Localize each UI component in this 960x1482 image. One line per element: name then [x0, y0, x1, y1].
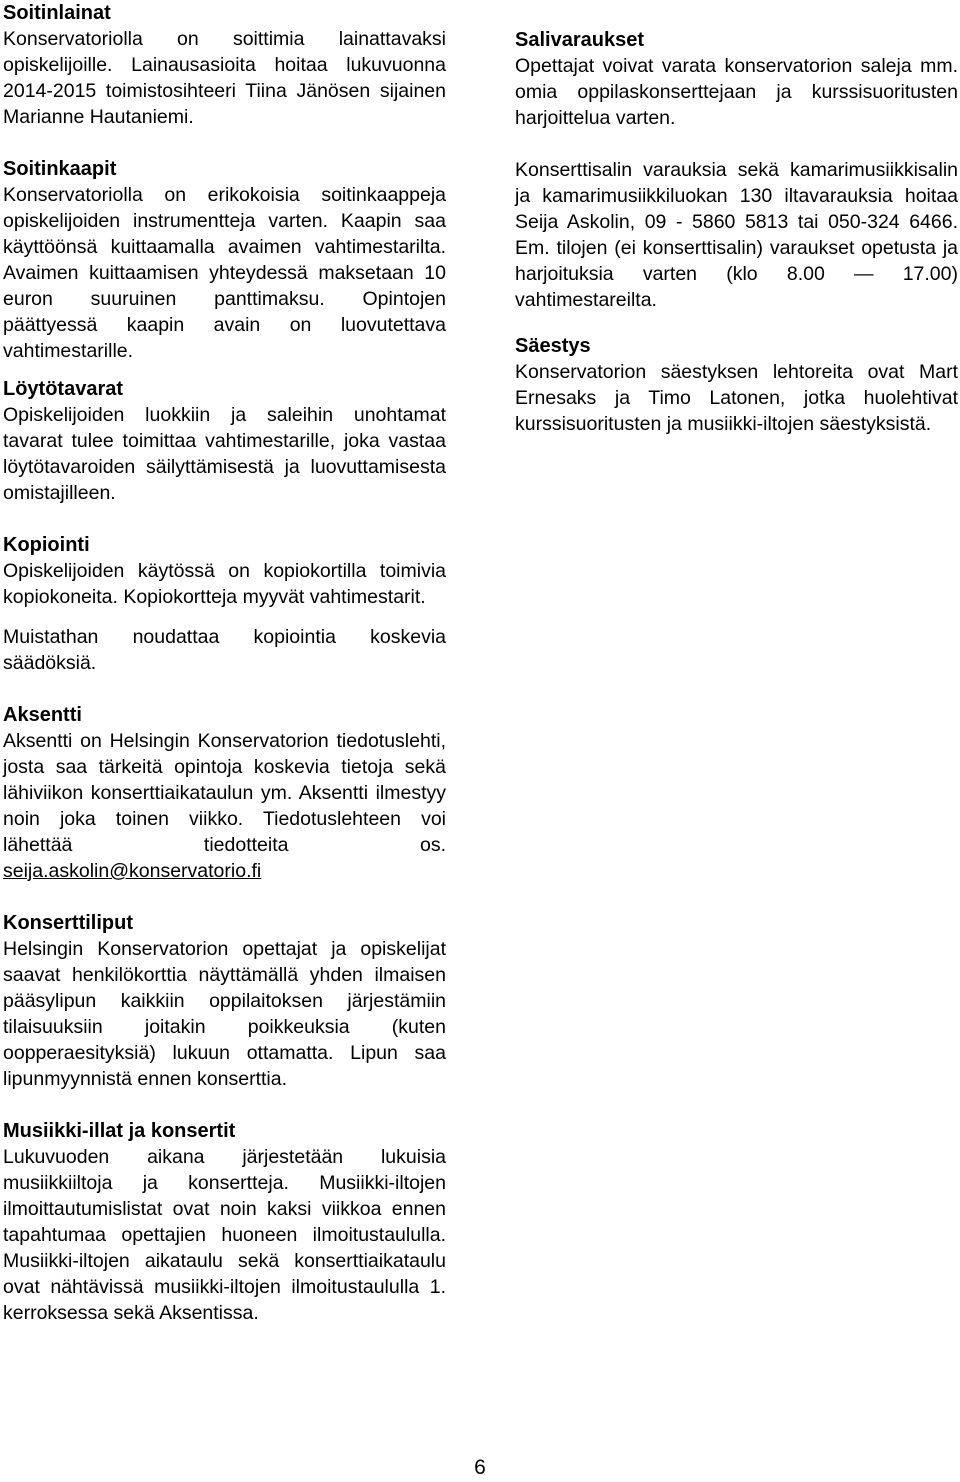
section-loytotavarat — [3, 376, 446, 506]
section-saestys — [515, 333, 958, 437]
section-salivaraukset — [515, 27, 958, 313]
right-column — [515, 27, 958, 437]
aksentti-text: Aksentti on Helsingin Konservatorion tiedotuslehti, josta saa tärkeitä opintoja koskevia tietoja sekä lähiviikon konserttiaikataulun ym. Aksentti ilmestyy noin joka toinen viikko. Tiedotuslehteen voi lähettää tiedotteita os. — [3, 730, 446, 856]
heading-soitinlainat: Soitinlainat — [3, 2, 111, 24]
heading-soitinkaapit: Soitinkaapit — [3, 158, 117, 180]
heading-salivaraukset: Salivaraukset — [515, 29, 644, 51]
heading-musiikki-illat: Musiikki-illat ja konsertit — [3, 1120, 236, 1142]
heading-konserttiliput: Konserttiliput — [3, 912, 133, 934]
section-soitinkaapit — [3, 156, 446, 364]
page-number: 6 — [474, 1456, 486, 1479]
paragraph-saestys: Konservatorion säestyksen lehtoreita ovat Mart Ernesaks ja Timo Latonen, jotka huolehtivat kurssisuoritusten ja musiikki-iltojen säestyksistä. — [515, 361, 958, 435]
paragraph-loytotavarat: Opiskelijoiden luokkiin ja saleihin unohtamat tavarat tulee toimittaa vahtimestarille, joka vastaa löytötavaroiden säilyttämisestä ja luovuttamisesta omistajilleen. — [3, 404, 446, 504]
paragraph-salivaraukset-2: Konserttisalin varauksia sekä kamarimusiikkisalin ja kamarimusiikkiluokan 130 iltavarauksia hoitaa Seija Askolin, 09 - 5860 5813 tai 050-324 6466. Em. tilojen (ei konserttisalin) varaukset opetusta ja harjoituksia varten (klo 8.00 — 17.00) vahtimestareilta. — [515, 159, 958, 311]
paragraph-salivaraukset: Opettajat voivat varata konservatorion saleja mm. omia oppilaskonserttejaan ja kurssisuoritusten harjoittelua varten. — [515, 55, 958, 129]
section-soitinlainat — [3, 0, 446, 130]
paragraph-konserttiliput: Helsingin Konservatorion opettajat ja opiskelijat saavat henkilökorttia näyttämällä yhden ilmaisen pääsylipun kaikkiin oppilaitoksen järjestämiin tilaisuuksiin joitakin poikkeuksia (kuten oopperaesityksiä) lukuun ottamatta. Lipun saa lipunmyynnistä ennen konserttia. — [3, 938, 446, 1090]
section-musiikki-illat — [3, 1118, 446, 1326]
paragraph-kopiointi-note: Muistathan noudattaa kopiointia koskevia säädöksiä. — [3, 626, 446, 674]
paragraph-soitinlainat: Konservatoriolla on soittimia lainattavaksi opiskelijoille. Lainausasioita hoitaa lukuvuonna 2014-2015 toimistosihteeri Tiina Jänösen sijainen Marianne Hautaniemi. — [3, 28, 446, 128]
paragraph-musiikki-illat: Lukuvuoden aikana järjestetään lukuisia musiikkiiltoja ja konsertteja. Musiikki-iltojen ilmoittautumislistat ovat noin kaksi viikkoa ennen tapahtumaa opettajien huoneen ilmoitustaululla. Musiikki-iltojen aikataulu sekä konserttiaikataulu ovat nähtävissä musiikki-iltojen ilmoitustaululla 1. kerroksessa sekä Aksentissa. — [3, 1146, 446, 1324]
section-aksentti — [3, 702, 446, 884]
paragraph-soitinkaapit: Konservatoriolla on erikokoisia soitinkaappeja opiskelijoiden instrumentteja varten. Kaapin saa käyttöönsä kuittaamalla avaimen vahtimestarilta. Avaimen kuittaamisen yhteydessä maksetaan 10 euron suuruinen panttimaksu. Opintojen päättyessä kaapin avain on luovutettava vahtimestarille. — [3, 184, 446, 362]
heading-saestys: Säestys — [515, 335, 591, 357]
email-link[interactable]: seija.askolin@konservatorio.fi — [3, 860, 262, 882]
paragraph-kopiointi: Opiskelijoiden käytössä on kopiokortilla toimivia kopiokoneita. Kopiokortteja myyvät vahtimestarit. — [3, 560, 446, 608]
heading-loytotavarat: Löytötavarat — [3, 378, 124, 400]
section-kopiointi — [3, 532, 446, 676]
heading-aksentti: Aksentti — [3, 704, 82, 726]
section-konserttiliput — [3, 910, 446, 1092]
left-column — [3, 0, 446, 1326]
paragraph-aksentti — [3, 728, 446, 884]
heading-kopiointi: Kopiointi — [3, 534, 90, 556]
